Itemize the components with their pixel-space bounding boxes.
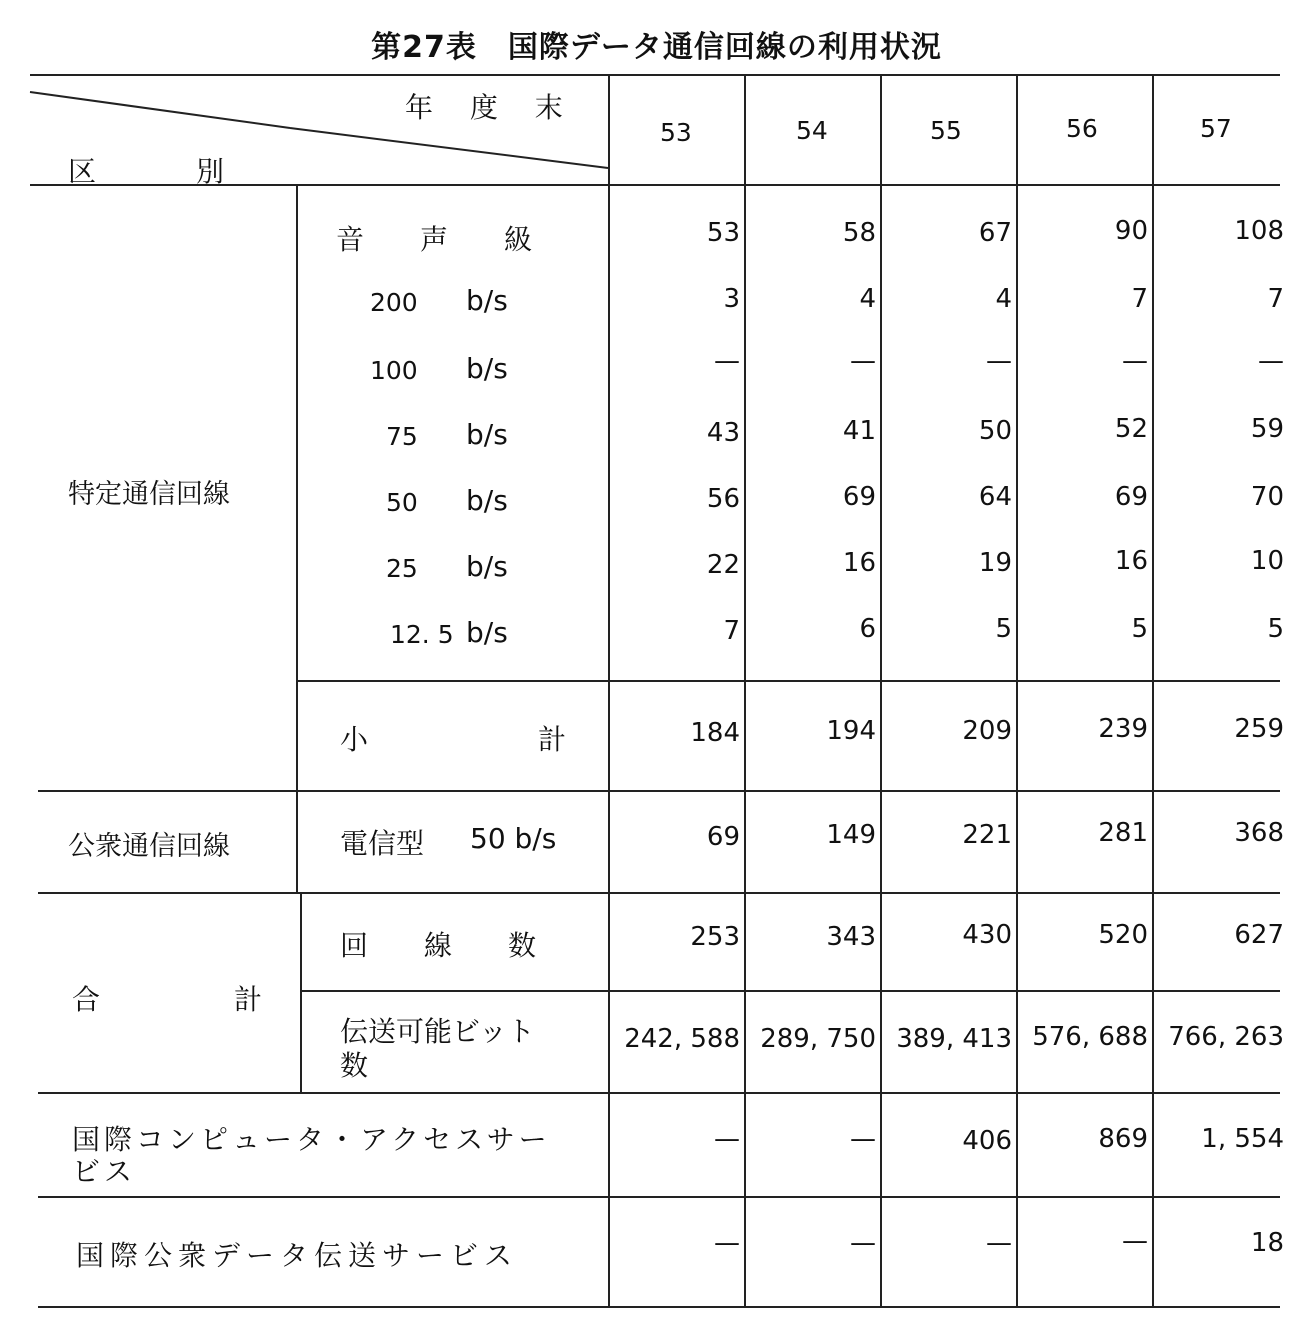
row-25-56: 16 <box>1114 546 1148 576</box>
row-voice-57: 108 <box>1234 216 1284 246</box>
koshu-type-label: 電信型 <box>340 827 425 860</box>
row-200-53: 3 <box>723 284 740 314</box>
row-25-53: 22 <box>706 550 740 580</box>
rule-access-bottom <box>38 1196 1280 1198</box>
row-12-5-53: 7 <box>723 616 740 646</box>
public-data-56: — <box>1122 1226 1148 1256</box>
row-100-57: — <box>1258 346 1284 376</box>
year-56: 56 <box>1066 114 1098 143</box>
row-12-5-speed: 12. 5 <box>390 620 454 649</box>
row-voice-56: 90 <box>1114 216 1148 246</box>
total-bits-label-1: 伝送可能ビット <box>340 1015 535 1048</box>
total-lines-57: 627 <box>1234 920 1284 950</box>
subtotal-55: 209 <box>962 716 1012 746</box>
row-75-unit: b/s <box>466 418 508 451</box>
total-lines-55: 430 <box>962 920 1012 950</box>
row-12-5-57: 5 <box>1267 614 1284 644</box>
row-voice-55: 67 <box>978 218 1012 248</box>
row-50-56: 69 <box>1114 482 1148 512</box>
row-100-53: — <box>714 346 740 376</box>
corner-category-right: 別 <box>196 155 225 188</box>
total-lines-54: 343 <box>826 922 876 952</box>
access-55: 406 <box>962 1126 1012 1156</box>
koshu-57: 368 <box>1234 818 1284 848</box>
row-75-56: 52 <box>1114 414 1148 444</box>
rule-subtotal-top <box>298 680 1280 682</box>
rule-lines-bottom <box>300 990 1280 992</box>
access-54: — <box>850 1124 876 1154</box>
row-200-56: 7 <box>1131 284 1148 314</box>
koshu-label: 公衆通信回線 <box>68 831 230 862</box>
subtotal-56: 239 <box>1098 714 1148 744</box>
rule-col-56 <box>1016 74 1018 1306</box>
row-200-unit: b/s <box>466 284 508 317</box>
access-56: 869 <box>1098 1124 1148 1154</box>
rule-col-54 <box>744 74 746 1306</box>
rule-bottom <box>38 1306 1280 1308</box>
total-bits-57: 766, 263 <box>1168 1022 1284 1052</box>
corner-category-left: 区 <box>68 155 97 188</box>
rule-total-bottom <box>38 1092 1280 1094</box>
rule-koshu-bottom <box>38 892 1280 894</box>
rule-tokutei-bottom <box>38 790 1280 792</box>
row-voice-54: 58 <box>842 218 876 248</box>
row-100-speed: 100 <box>370 356 418 385</box>
row-75-57: 59 <box>1250 414 1284 444</box>
subtotal-57: 259 <box>1234 714 1284 744</box>
koshu-type-speed: 50 b/s <box>470 822 557 855</box>
row-25-speed: 25 <box>386 554 418 583</box>
row-200-speed: 200 <box>370 288 418 317</box>
public-data-53: — <box>714 1228 740 1258</box>
subtotal-54: 194 <box>826 716 876 746</box>
rule-col-label <box>296 184 298 892</box>
row-50-54: 69 <box>842 482 876 512</box>
total-label-left: 合 <box>72 983 101 1016</box>
row-75-speed: 75 <box>386 422 418 451</box>
koshu-55: 221 <box>962 820 1012 850</box>
subtotal-label-right: 計 <box>538 723 567 756</box>
public-data-54: — <box>850 1228 876 1258</box>
rule-col-55 <box>880 74 882 1306</box>
row-200-55: 4 <box>995 284 1012 314</box>
row-25-unit: b/s <box>466 550 508 583</box>
koshu-54: 149 <box>826 820 876 850</box>
row-12-5-unit: b/s <box>466 616 508 649</box>
row-25-57: 10 <box>1250 546 1284 576</box>
row-12-5-56: 5 <box>1131 614 1148 644</box>
row-100-54: — <box>850 346 876 376</box>
public-data-label: 国際公衆データ伝送サービス <box>76 1239 519 1272</box>
row-100-55: — <box>986 346 1012 376</box>
row-100-unit: b/s <box>466 352 508 385</box>
access-57: 1, 554 <box>1201 1124 1284 1154</box>
year-57: 57 <box>1200 114 1232 143</box>
row-50-unit: b/s <box>466 484 508 517</box>
subtotal-53: 184 <box>690 718 740 748</box>
row-100-56: — <box>1122 346 1148 376</box>
total-bits-53: 242, 588 <box>624 1024 740 1054</box>
row-voice-label: 音 声 級 <box>336 223 533 256</box>
public-data-57: 18 <box>1250 1228 1284 1258</box>
row-25-54: 16 <box>842 548 876 578</box>
year-53: 53 <box>660 118 692 147</box>
rule-col-53 <box>608 74 610 1306</box>
access-53: — <box>714 1124 740 1154</box>
row-12-5-54: 6 <box>859 614 876 644</box>
total-bits-56: 576, 688 <box>1032 1022 1148 1052</box>
koshu-53: 69 <box>706 822 740 852</box>
row-200-57: 7 <box>1267 284 1284 314</box>
year-54: 54 <box>796 116 828 145</box>
tokutei-label: 特定通信回線 <box>68 479 230 510</box>
access-label-2: ビス <box>72 1155 137 1188</box>
row-200-54: 4 <box>859 284 876 314</box>
total-lines-56: 520 <box>1098 920 1148 950</box>
subtotal-label-left: 小 <box>340 723 369 756</box>
row-12-5-55: 5 <box>995 614 1012 644</box>
row-25-55: 19 <box>978 548 1012 578</box>
total-label-right: 計 <box>234 983 263 1016</box>
total-bits-55: 389, 413 <box>896 1024 1012 1054</box>
year-55: 55 <box>930 116 962 145</box>
row-voice-53: 53 <box>706 218 740 248</box>
row-50-57: 70 <box>1250 482 1284 512</box>
rule-col-label-total <box>300 892 302 1092</box>
row-50-55: 64 <box>978 482 1012 512</box>
access-label-1: 国際コンピュータ・アクセスサー <box>72 1123 551 1156</box>
row-50-speed: 50 <box>386 488 418 517</box>
table-title: 第27表 国際データ通信回線の利用状況 <box>371 30 942 65</box>
total-lines-label: 回 線 数 <box>340 929 537 962</box>
total-bits-54: 289, 750 <box>760 1024 876 1054</box>
rule-col-57 <box>1152 74 1154 1306</box>
row-75-53: 43 <box>706 418 740 448</box>
koshu-56: 281 <box>1098 818 1148 848</box>
row-75-54: 41 <box>842 416 876 446</box>
total-lines-53: 253 <box>690 922 740 952</box>
corner-year-label: 年 度 末 <box>405 91 577 124</box>
row-75-55: 50 <box>978 416 1012 446</box>
row-50-53: 56 <box>706 484 740 514</box>
total-bits-label-2: 数 <box>340 1049 369 1082</box>
public-data-55: — <box>986 1228 1012 1258</box>
